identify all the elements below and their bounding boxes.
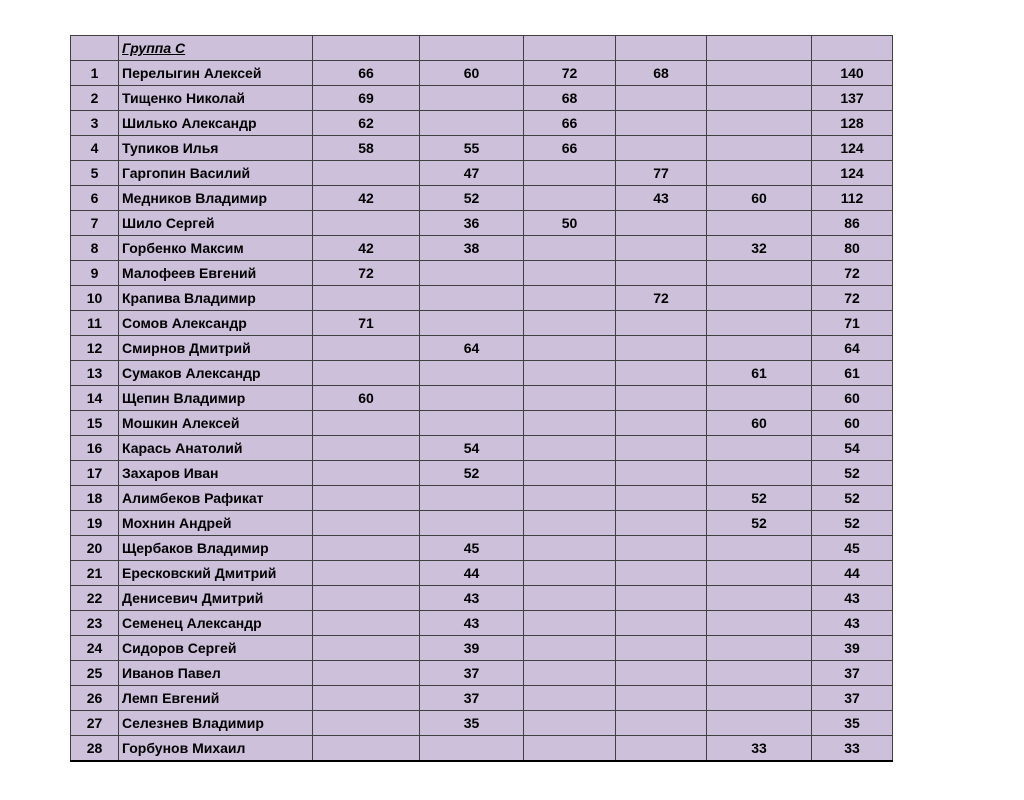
score-cell-3[interactable] <box>524 261 616 286</box>
score-cell-2[interactable]: 38 <box>420 236 524 261</box>
score-cell-3[interactable] <box>524 386 616 411</box>
score-cell-3[interactable] <box>524 361 616 386</box>
score-cell-2[interactable]: 43 <box>420 586 524 611</box>
score-cell-3[interactable] <box>524 536 616 561</box>
name-cell[interactable]: Смирнов Дмитрий <box>119 336 313 361</box>
score-cell-1[interactable] <box>313 536 420 561</box>
score-cell-1[interactable] <box>313 711 420 736</box>
score-cell-3[interactable] <box>524 511 616 536</box>
table-row <box>71 636 893 661</box>
score-cell-1[interactable] <box>313 586 420 611</box>
score-cell-1[interactable] <box>313 486 420 511</box>
score-cell-4[interactable] <box>616 636 707 661</box>
total-cell[interactable]: 45 <box>812 536 893 561</box>
cell[interactable] <box>616 36 707 61</box>
score-cell-2[interactable]: 55 <box>420 136 524 161</box>
total-cell[interactable]: 60 <box>812 386 893 411</box>
score-cell-1[interactable] <box>313 511 420 536</box>
spreadsheet <box>70 35 893 762</box>
name-cell[interactable]: Лемп Евгений <box>119 686 313 711</box>
total-cell[interactable]: 54 <box>812 436 893 461</box>
score-cell-4[interactable]: 77 <box>616 161 707 186</box>
score-cell-3[interactable] <box>524 411 616 436</box>
table-row <box>71 386 893 411</box>
score-cell-4[interactable] <box>616 211 707 236</box>
score-cell-3[interactable] <box>524 336 616 361</box>
table-row <box>71 711 893 736</box>
rank-cell[interactable]: 5 <box>71 161 119 186</box>
name-cell[interactable]: Мохнин Андрей <box>119 511 313 536</box>
score-cell-3[interactable] <box>524 711 616 736</box>
total-cell[interactable]: 86 <box>812 211 893 236</box>
score-cell-5[interactable]: 32 <box>707 236 812 261</box>
score-cell-1[interactable] <box>313 736 420 762</box>
score-cell-5[interactable]: 52 <box>707 486 812 511</box>
rank-cell[interactable]: 21 <box>71 561 119 586</box>
score-cell-1[interactable] <box>313 286 420 311</box>
total-cell[interactable]: 35 <box>812 711 893 736</box>
total-cell[interactable]: 37 <box>812 686 893 711</box>
table-row <box>71 536 893 561</box>
table-row <box>71 736 893 762</box>
score-cell-5[interactable] <box>707 686 812 711</box>
rank-cell[interactable]: 22 <box>71 586 119 611</box>
score-cell-4[interactable] <box>616 536 707 561</box>
group-header-row <box>71 36 893 61</box>
score-cell-4[interactable]: 43 <box>616 186 707 211</box>
score-cell-4[interactable] <box>616 411 707 436</box>
total-cell[interactable]: 80 <box>812 236 893 261</box>
table-row <box>71 611 893 636</box>
name-cell[interactable]: Карась Анатолий <box>119 436 313 461</box>
score-cell-3[interactable] <box>524 286 616 311</box>
name-cell[interactable]: Крапива Владимир <box>119 286 313 311</box>
rank-cell[interactable]: 28 <box>71 736 119 762</box>
score-cell-3[interactable]: 66 <box>524 136 616 161</box>
score-cell-5[interactable] <box>707 636 812 661</box>
name-cell[interactable]: Перелыгин Алексей <box>119 61 313 86</box>
score-cell-5[interactable]: 60 <box>707 186 812 211</box>
table-row <box>71 561 893 586</box>
name-cell[interactable]: Тищенко Николай <box>119 86 313 111</box>
score-cell-5[interactable]: 60 <box>707 411 812 436</box>
total-cell[interactable]: 39 <box>812 636 893 661</box>
score-cell-3[interactable] <box>524 486 616 511</box>
cell[interactable] <box>524 36 616 61</box>
score-cell-5[interactable] <box>707 461 812 486</box>
score-cell-2[interactable]: 36 <box>420 211 524 236</box>
table-row <box>71 661 893 686</box>
rank-cell[interactable]: 9 <box>71 261 119 286</box>
total-cell[interactable]: 37 <box>812 661 893 686</box>
score-cell-1[interactable] <box>313 161 420 186</box>
name-cell[interactable]: Горбунов Михаил <box>119 736 313 762</box>
score-cell-2[interactable]: 52 <box>420 461 524 486</box>
score-cell-2[interactable]: 37 <box>420 686 524 711</box>
name-cell[interactable]: Захаров Иван <box>119 461 313 486</box>
rank-cell[interactable]: 6 <box>71 186 119 211</box>
score-cell-4[interactable] <box>616 111 707 136</box>
name-cell[interactable]: Щербаков Владимир <box>119 536 313 561</box>
table-row <box>71 336 893 361</box>
table-row <box>71 161 893 186</box>
rank-cell[interactable]: 3 <box>71 111 119 136</box>
total-cell[interactable]: 43 <box>812 586 893 611</box>
score-cell-1[interactable]: 42 <box>313 186 420 211</box>
rank-cell[interactable]: 13 <box>71 361 119 386</box>
name-cell[interactable]: Малофеев Евгений <box>119 261 313 286</box>
name-cell[interactable]: Сумаков Александр <box>119 361 313 386</box>
total-cell[interactable]: 61 <box>812 361 893 386</box>
score-cell-4[interactable] <box>616 736 707 762</box>
score-cell-3[interactable] <box>524 236 616 261</box>
table-row <box>71 411 893 436</box>
score-cell-2[interactable] <box>420 411 524 436</box>
score-cell-5[interactable]: 33 <box>707 736 812 762</box>
score-cell-1[interactable] <box>313 611 420 636</box>
score-cell-5[interactable] <box>707 336 812 361</box>
rank-cell[interactable]: 2 <box>71 86 119 111</box>
score-cell-2[interactable]: 64 <box>420 336 524 361</box>
score-cell-4[interactable] <box>616 711 707 736</box>
table-row <box>71 511 893 536</box>
table-row <box>71 311 893 336</box>
score-cell-3[interactable] <box>524 461 616 486</box>
name-cell[interactable]: Денисевич Дмитрий <box>119 586 313 611</box>
name-cell[interactable]: Щепин Владимир <box>119 386 313 411</box>
score-cell-3[interactable] <box>524 436 616 461</box>
score-cell-2[interactable]: 52 <box>420 186 524 211</box>
score-cell-1[interactable] <box>313 436 420 461</box>
score-cell-1[interactable] <box>313 461 420 486</box>
score-cell-5[interactable] <box>707 286 812 311</box>
total-cell[interactable]: 112 <box>812 186 893 211</box>
score-cell-2[interactable] <box>420 261 524 286</box>
table-row <box>71 136 893 161</box>
score-cell-1[interactable]: 71 <box>313 311 420 336</box>
table-row <box>71 111 893 136</box>
rank-cell[interactable]: 12 <box>71 336 119 361</box>
rank-cell[interactable]: 15 <box>71 411 119 436</box>
score-cell-2[interactable] <box>420 111 524 136</box>
total-cell[interactable]: 64 <box>812 336 893 361</box>
rank-cell[interactable]: 4 <box>71 136 119 161</box>
score-cell-3[interactable] <box>524 736 616 762</box>
score-cell-4[interactable] <box>616 361 707 386</box>
total-cell[interactable]: 60 <box>812 411 893 436</box>
score-cell-2[interactable] <box>420 311 524 336</box>
score-cell-1[interactable] <box>313 561 420 586</box>
name-cell[interactable]: Мошкин Алексей <box>119 411 313 436</box>
score-cell-4[interactable] <box>616 436 707 461</box>
score-cell-3[interactable]: 68 <box>524 86 616 111</box>
total-cell[interactable]: 44 <box>812 561 893 586</box>
score-cell-5[interactable] <box>707 161 812 186</box>
table-row <box>71 486 893 511</box>
total-cell[interactable]: 43 <box>812 611 893 636</box>
cell[interactable] <box>71 36 119 61</box>
rank-cell[interactable]: 19 <box>71 511 119 536</box>
score-cell-3[interactable] <box>524 636 616 661</box>
score-cell-2[interactable] <box>420 386 524 411</box>
score-cell-5[interactable] <box>707 561 812 586</box>
table-row <box>71 586 893 611</box>
name-cell[interactable]: Тупиков Илья <box>119 136 313 161</box>
score-cell-5[interactable] <box>707 661 812 686</box>
cell[interactable] <box>420 36 524 61</box>
rank-cell[interactable]: 7 <box>71 211 119 236</box>
table-row <box>71 361 893 386</box>
total-cell[interactable]: 140 <box>812 61 893 86</box>
score-cell-3[interactable] <box>524 686 616 711</box>
score-cell-5[interactable] <box>707 711 812 736</box>
name-cell[interactable]: Сидоров Сергей <box>119 636 313 661</box>
table-row <box>71 436 893 461</box>
name-cell[interactable]: Медников Владимир <box>119 186 313 211</box>
score-cell-2[interactable]: 43 <box>420 611 524 636</box>
score-cell-3[interactable] <box>524 186 616 211</box>
score-cell-1[interactable] <box>313 661 420 686</box>
score-cell-5[interactable] <box>707 136 812 161</box>
score-cell-3[interactable]: 66 <box>524 111 616 136</box>
rank-cell[interactable]: 17 <box>71 461 119 486</box>
table-row <box>71 86 893 111</box>
score-cell-1[interactable] <box>313 361 420 386</box>
score-cell-2[interactable] <box>420 86 524 111</box>
cell[interactable] <box>707 36 812 61</box>
name-cell[interactable]: Селезнев Владимир <box>119 711 313 736</box>
score-cell-1[interactable] <box>313 686 420 711</box>
score-cell-2[interactable]: 37 <box>420 661 524 686</box>
score-cell-5[interactable]: 61 <box>707 361 812 386</box>
table-row <box>71 236 893 261</box>
name-cell[interactable]: Гаргопин Василий <box>119 161 313 186</box>
total-cell[interactable]: 52 <box>812 486 893 511</box>
score-cell-4[interactable] <box>616 336 707 361</box>
table-row <box>71 686 893 711</box>
score-cell-4[interactable] <box>616 136 707 161</box>
name-cell[interactable]: Алимбеков Рафикат <box>119 486 313 511</box>
rank-cell[interactable]: 11 <box>71 311 119 336</box>
rank-cell[interactable]: 8 <box>71 236 119 261</box>
score-cell-3[interactable]: 72 <box>524 61 616 86</box>
score-cell-5[interactable] <box>707 211 812 236</box>
score-cell-2[interactable] <box>420 486 524 511</box>
score-cell-4[interactable] <box>616 661 707 686</box>
score-cell-4[interactable] <box>616 586 707 611</box>
score-cell-5[interactable]: 52 <box>707 511 812 536</box>
rank-cell[interactable]: 26 <box>71 686 119 711</box>
score-cell-1[interactable]: 69 <box>313 86 420 111</box>
score-cell-1[interactable]: 62 <box>313 111 420 136</box>
total-cell[interactable]: 72 <box>812 286 893 311</box>
total-cell[interactable]: 71 <box>812 311 893 336</box>
score-cell-2[interactable]: 35 <box>420 711 524 736</box>
cell[interactable] <box>812 36 893 61</box>
total-cell[interactable]: 124 <box>812 161 893 186</box>
rank-cell[interactable]: 16 <box>71 436 119 461</box>
rank-cell[interactable]: 10 <box>71 286 119 311</box>
score-cell-1[interactable]: 42 <box>313 236 420 261</box>
score-cell-1[interactable]: 60 <box>313 386 420 411</box>
score-cell-5[interactable] <box>707 436 812 461</box>
score-cell-5[interactable] <box>707 61 812 86</box>
score-cell-5[interactable] <box>707 261 812 286</box>
score-cell-5[interactable] <box>707 86 812 111</box>
rank-cell[interactable]: 18 <box>71 486 119 511</box>
score-cell-2[interactable] <box>420 511 524 536</box>
score-cell-5[interactable] <box>707 586 812 611</box>
score-cell-1[interactable]: 66 <box>313 61 420 86</box>
score-cell-4[interactable] <box>616 461 707 486</box>
score-cell-4[interactable] <box>616 386 707 411</box>
score-cell-4[interactable] <box>616 86 707 111</box>
score-cell-5[interactable] <box>707 386 812 411</box>
score-cell-4[interactable] <box>616 561 707 586</box>
name-cell[interactable]: Шилько Александр <box>119 111 313 136</box>
total-cell[interactable]: 72 <box>812 261 893 286</box>
standings-table <box>70 35 893 762</box>
score-cell-3[interactable] <box>524 611 616 636</box>
score-cell-5[interactable] <box>707 536 812 561</box>
rank-cell[interactable]: 14 <box>71 386 119 411</box>
score-cell-3[interactable] <box>524 586 616 611</box>
score-cell-5[interactable] <box>707 311 812 336</box>
score-cell-5[interactable] <box>707 611 812 636</box>
score-cell-1[interactable] <box>313 636 420 661</box>
rank-cell[interactable]: 1 <box>71 61 119 86</box>
score-cell-3[interactable]: 50 <box>524 211 616 236</box>
score-cell-3[interactable] <box>524 311 616 336</box>
cell[interactable] <box>313 36 420 61</box>
score-cell-1[interactable]: 72 <box>313 261 420 286</box>
score-cell-4[interactable]: 68 <box>616 61 707 86</box>
score-cell-2[interactable] <box>420 361 524 386</box>
score-cell-5[interactable] <box>707 111 812 136</box>
group-title[interactable]: Группа С <box>119 36 313 61</box>
rank-cell[interactable]: 27 <box>71 711 119 736</box>
name-cell[interactable]: Семенец Александр <box>119 611 313 636</box>
total-cell[interactable]: 137 <box>812 86 893 111</box>
score-cell-1[interactable] <box>313 336 420 361</box>
rank-cell[interactable]: 23 <box>71 611 119 636</box>
score-cell-1[interactable] <box>313 411 420 436</box>
table-row <box>71 211 893 236</box>
rank-cell[interactable]: 24 <box>71 636 119 661</box>
score-cell-1[interactable] <box>313 211 420 236</box>
score-cell-4[interactable] <box>616 261 707 286</box>
table-row <box>71 286 893 311</box>
score-cell-2[interactable]: 39 <box>420 636 524 661</box>
total-cell[interactable]: 52 <box>812 461 893 486</box>
score-cell-4[interactable] <box>616 686 707 711</box>
score-cell-2[interactable] <box>420 736 524 762</box>
name-cell[interactable]: Ересковский Дмитрий <box>119 561 313 586</box>
score-cell-2[interactable] <box>420 286 524 311</box>
score-cell-2[interactable]: 45 <box>420 536 524 561</box>
total-cell[interactable]: 33 <box>812 736 893 762</box>
score-cell-4[interactable] <box>616 486 707 511</box>
score-cell-2[interactable]: 47 <box>420 161 524 186</box>
table-row <box>71 261 893 286</box>
score-cell-4[interactable] <box>616 236 707 261</box>
score-cell-2[interactable]: 60 <box>420 61 524 86</box>
name-cell[interactable]: Иванов Павел <box>119 661 313 686</box>
total-cell[interactable]: 124 <box>812 136 893 161</box>
rank-cell[interactable]: 20 <box>71 536 119 561</box>
score-cell-3[interactable] <box>524 561 616 586</box>
total-cell[interactable]: 52 <box>812 511 893 536</box>
score-cell-4[interactable] <box>616 511 707 536</box>
table-row <box>71 461 893 486</box>
score-cell-2[interactable]: 54 <box>420 436 524 461</box>
rank-cell[interactable]: 25 <box>71 661 119 686</box>
score-cell-4[interactable] <box>616 311 707 336</box>
name-cell[interactable]: Горбенко Максим <box>119 236 313 261</box>
score-cell-2[interactable]: 44 <box>420 561 524 586</box>
table-row <box>71 61 893 86</box>
score-cell-3[interactable] <box>524 161 616 186</box>
name-cell[interactable]: Сомов Александр <box>119 311 313 336</box>
score-cell-1[interactable]: 58 <box>313 136 420 161</box>
table-row <box>71 186 893 211</box>
score-cell-4[interactable] <box>616 611 707 636</box>
score-cell-3[interactable] <box>524 661 616 686</box>
total-cell[interactable]: 128 <box>812 111 893 136</box>
name-cell[interactable]: Шило Сергей <box>119 211 313 236</box>
score-cell-4[interactable]: 72 <box>616 286 707 311</box>
